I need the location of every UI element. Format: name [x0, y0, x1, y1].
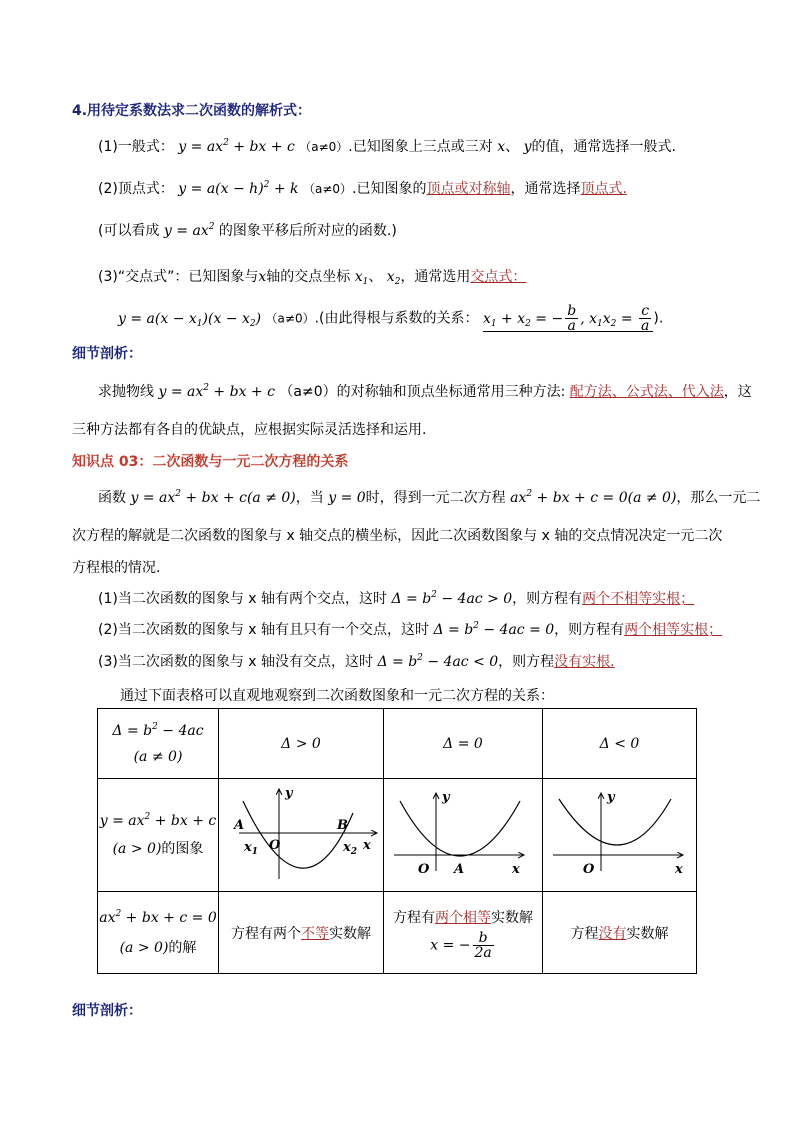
graph-no-root	[543, 779, 697, 892]
table-row	[98, 892, 697, 974]
detail-line-1-cond: （a≠0）的对称轴和顶点坐标通常用三种方法:	[279, 384, 566, 400]
solution-one-root-pre: 方程有	[393, 910, 435, 926]
solution-one-root	[384, 892, 543, 974]
case-2	[98, 620, 722, 640]
general-form-formula: $y = ax^2$ + bx + c	[178, 138, 295, 155]
graph-origin-label: O	[418, 862, 430, 877]
root-x2: $x_2$	[386, 269, 401, 287]
general-form-sep: 、	[505, 139, 520, 155]
detail-line-1	[98, 382, 752, 402]
parabola	[243, 801, 353, 868]
knowledge-para-equation: $ax^2$ + bx + c = 0(a ≠ 0)	[510, 489, 677, 506]
detail-title-1: 细节剖析：	[72, 346, 142, 362]
knowledge-para-mid: ，当	[295, 490, 324, 506]
case-2-mid: ，则方程有	[554, 622, 625, 638]
table-equation-label-suffix: 的解	[168, 939, 197, 956]
graph-A-label: A	[454, 862, 465, 877]
knowledge-para-mid2: 时，得到一元二次方程	[365, 490, 506, 506]
solution-two-roots	[219, 892, 384, 974]
graph-x-label: x	[512, 862, 520, 877]
graph-one-root	[384, 779, 543, 892]
general-form-text2: 的值，通常选择一般式.	[531, 139, 676, 155]
vertex-form-text2: ，通常选择	[510, 181, 581, 197]
general-form-cond: （a≠0）	[299, 140, 349, 154]
solution-no-root-highlight: 没有	[598, 925, 627, 942]
intercept-form-cond: （a≠0）	[265, 311, 315, 326]
knowledge-para-line-2: 次方程的解就是二次函数的图象与 x 轴交点的横坐标，因此二次函数图象与 x 轴的交点情况决定一元二次	[72, 528, 723, 544]
intercept-form-highlight: 交点式：	[470, 269, 527, 285]
knowledge-title: 知识点 03：二次函数与一元二次方程的关系	[72, 454, 349, 470]
knowledge-para-y0: y = 0	[328, 490, 366, 506]
knowledge-para-pre: 函数	[98, 490, 126, 506]
case-1	[98, 589, 694, 609]
case-1-formula: $\Delta = b^2 - 4ac > 0$	[391, 590, 513, 607]
graph-A-label: A	[234, 818, 245, 833]
detail-title-2: 细节剖析：	[72, 1003, 142, 1019]
knowledge-para-end: ，那么一元二	[676, 490, 761, 506]
solution-no-root-pre: 方程	[570, 925, 599, 942]
solution-two-roots-post: 实数解	[329, 925, 371, 942]
vertex-form-cond: （a≠0）	[302, 182, 353, 196]
table-header-zero: Δ = 0	[384, 709, 543, 779]
case-2-formula: $\Delta = b^2 - 4ac = 0$	[433, 621, 555, 638]
detail-line-1-end: ，这	[723, 384, 752, 400]
table-header-positive: Δ > 0	[219, 709, 384, 779]
graph-no-root-svg	[543, 779, 696, 887]
intercept-form-line	[98, 267, 526, 287]
intercept-form-text3: .(由此得根与系数的关系：	[314, 310, 479, 327]
solution-two-roots-highlight: 不等	[301, 925, 329, 942]
vertex-form-highlight2: 顶点式.	[580, 181, 627, 197]
graph-y-label: y	[285, 786, 293, 801]
intercept-form-text2: ，通常选用	[400, 269, 471, 285]
general-form-text: .已知图象上三点或三对	[348, 139, 493, 155]
intercept-form-prefix: (3)“交点式”：已知图象与	[98, 269, 259, 285]
case-3	[98, 652, 615, 672]
graph-x2-label: $x_2$	[343, 840, 358, 857]
detail-line-2: 三种方法都有各自的优缺点，应根据实际灵活选择和运用.	[72, 422, 427, 438]
case-3-mid: ，则方程	[498, 654, 555, 670]
graph-x1-label: $x_1$	[244, 840, 259, 857]
solution-two-roots-pre: 方程有两个	[231, 925, 301, 942]
graph-y-label: y	[442, 790, 450, 805]
table-header-negative: Δ < 0	[543, 709, 697, 779]
intercept-form-sep: 、	[368, 269, 383, 285]
translation-note	[98, 221, 397, 241]
case-1-pre: (1)当二次函数的图象与 x 轴有两个交点，这时	[98, 591, 388, 607]
graph-x-label: x	[363, 838, 371, 853]
relation-table	[97, 708, 697, 974]
case-1-highlight: 两个不相等实根；	[582, 591, 695, 607]
general-form-y-var: y	[523, 139, 532, 155]
case-3-pre: (3)当二次函数的图象与 x 轴没有交点，这时	[98, 654, 374, 670]
solution-one-root-formula: x = − $\frac{b}{2a}$	[430, 930, 492, 961]
case-3-formula: $\Delta = b^2 - 4ac < 0$	[377, 653, 499, 670]
knowledge-para-function: $y = ax^2$ + bx + c(a ≠ 0)	[130, 489, 296, 506]
graph-x-label: x	[675, 862, 683, 877]
root-x1: $x_1$	[354, 269, 369, 287]
detail-line-1-formula: $y = ax^2$ + bx + c	[158, 383, 275, 400]
vieta-formula: $x_1 + x_2$ = − $\frac{b}{a}$ , $x_1x_2$ = $\frac{c}{a}$	[483, 311, 653, 332]
table-graph-label: $y = ax^2$ + bx + c (a > 0)的图象	[98, 779, 219, 892]
detail-line-1-highlight: 配方法、公式法、代入法	[569, 384, 724, 400]
case-3-highlight: 没有实根.	[554, 654, 615, 670]
general-form-prefix: (1)一般式：	[98, 139, 174, 155]
knowledge-para-line-1	[98, 488, 760, 508]
parabola	[559, 799, 671, 845]
graph-origin-label: O	[269, 838, 281, 853]
graph-origin-label: O	[583, 862, 595, 877]
solution-no-root-post: 实数解	[626, 925, 669, 942]
vertex-form-line	[98, 179, 627, 199]
vertex-form-prefix: (2)顶点式：	[98, 181, 174, 197]
intercept-form-mid: 轴的交点坐标	[266, 269, 351, 285]
translation-note-suffix: 的图象平移后所对应的函数.)	[218, 223, 397, 239]
graph-one-root-svg	[384, 779, 542, 887]
translation-note-prefix: (可以看成	[98, 223, 160, 239]
intercept-formula-line	[118, 304, 663, 333]
general-form-x-var: x	[497, 139, 506, 155]
graph-B-label: B	[337, 818, 348, 833]
vertex-form-formula: $y = a(x - h)^2 + k$	[178, 180, 299, 197]
table-intro: 通过下面表格可以直观地观察到二次函数图象和一元二次方程的关系：	[120, 688, 554, 704]
translation-note-formula: $y = ax^2$	[163, 222, 215, 239]
solution-no-root	[543, 892, 697, 974]
general-form-line	[98, 137, 676, 157]
knowledge-para-line-3: 方程根的情况.	[72, 560, 161, 576]
intercept-form-formula: $y = a(x - x_1)(x - x_2)$	[118, 310, 262, 329]
table-row	[98, 709, 697, 779]
section-heading: 4.用待定系数法求二次函数的解析式：	[72, 103, 312, 119]
vertex-form-text: .已知图象的	[352, 181, 427, 197]
table-header-delta: $\Delta = b^2 - 4ac$ (a ≠ 0)	[98, 709, 219, 779]
graph-y-label: y	[607, 790, 615, 805]
case-2-highlight: 两个相等实根；	[624, 622, 723, 638]
graph-two-roots-svg	[219, 779, 383, 887]
table-equation-label: $ax^2$ + bx + c = 0 (a > 0)的解	[98, 892, 219, 974]
table-row	[98, 779, 697, 892]
case-2-pre: (2)当二次函数的图象与 x 轴有且只有一个交点，这时	[98, 622, 430, 638]
case-1-mid: ，则方程有	[512, 591, 583, 607]
detail-line-1-pre: 求抛物线	[98, 384, 154, 400]
table-graph-label-suffix: 的图象	[161, 841, 204, 857]
intercept-form-end: ).	[653, 310, 664, 327]
intercept-form-x-var: x	[258, 269, 267, 285]
graph-two-roots	[219, 779, 384, 892]
vertex-form-highlight: 顶点或对称轴	[426, 181, 511, 197]
solution-one-root-post: 实数解	[491, 910, 533, 926]
solution-one-root-highlight: 两个相等	[435, 910, 491, 926]
parabola	[400, 801, 520, 856]
